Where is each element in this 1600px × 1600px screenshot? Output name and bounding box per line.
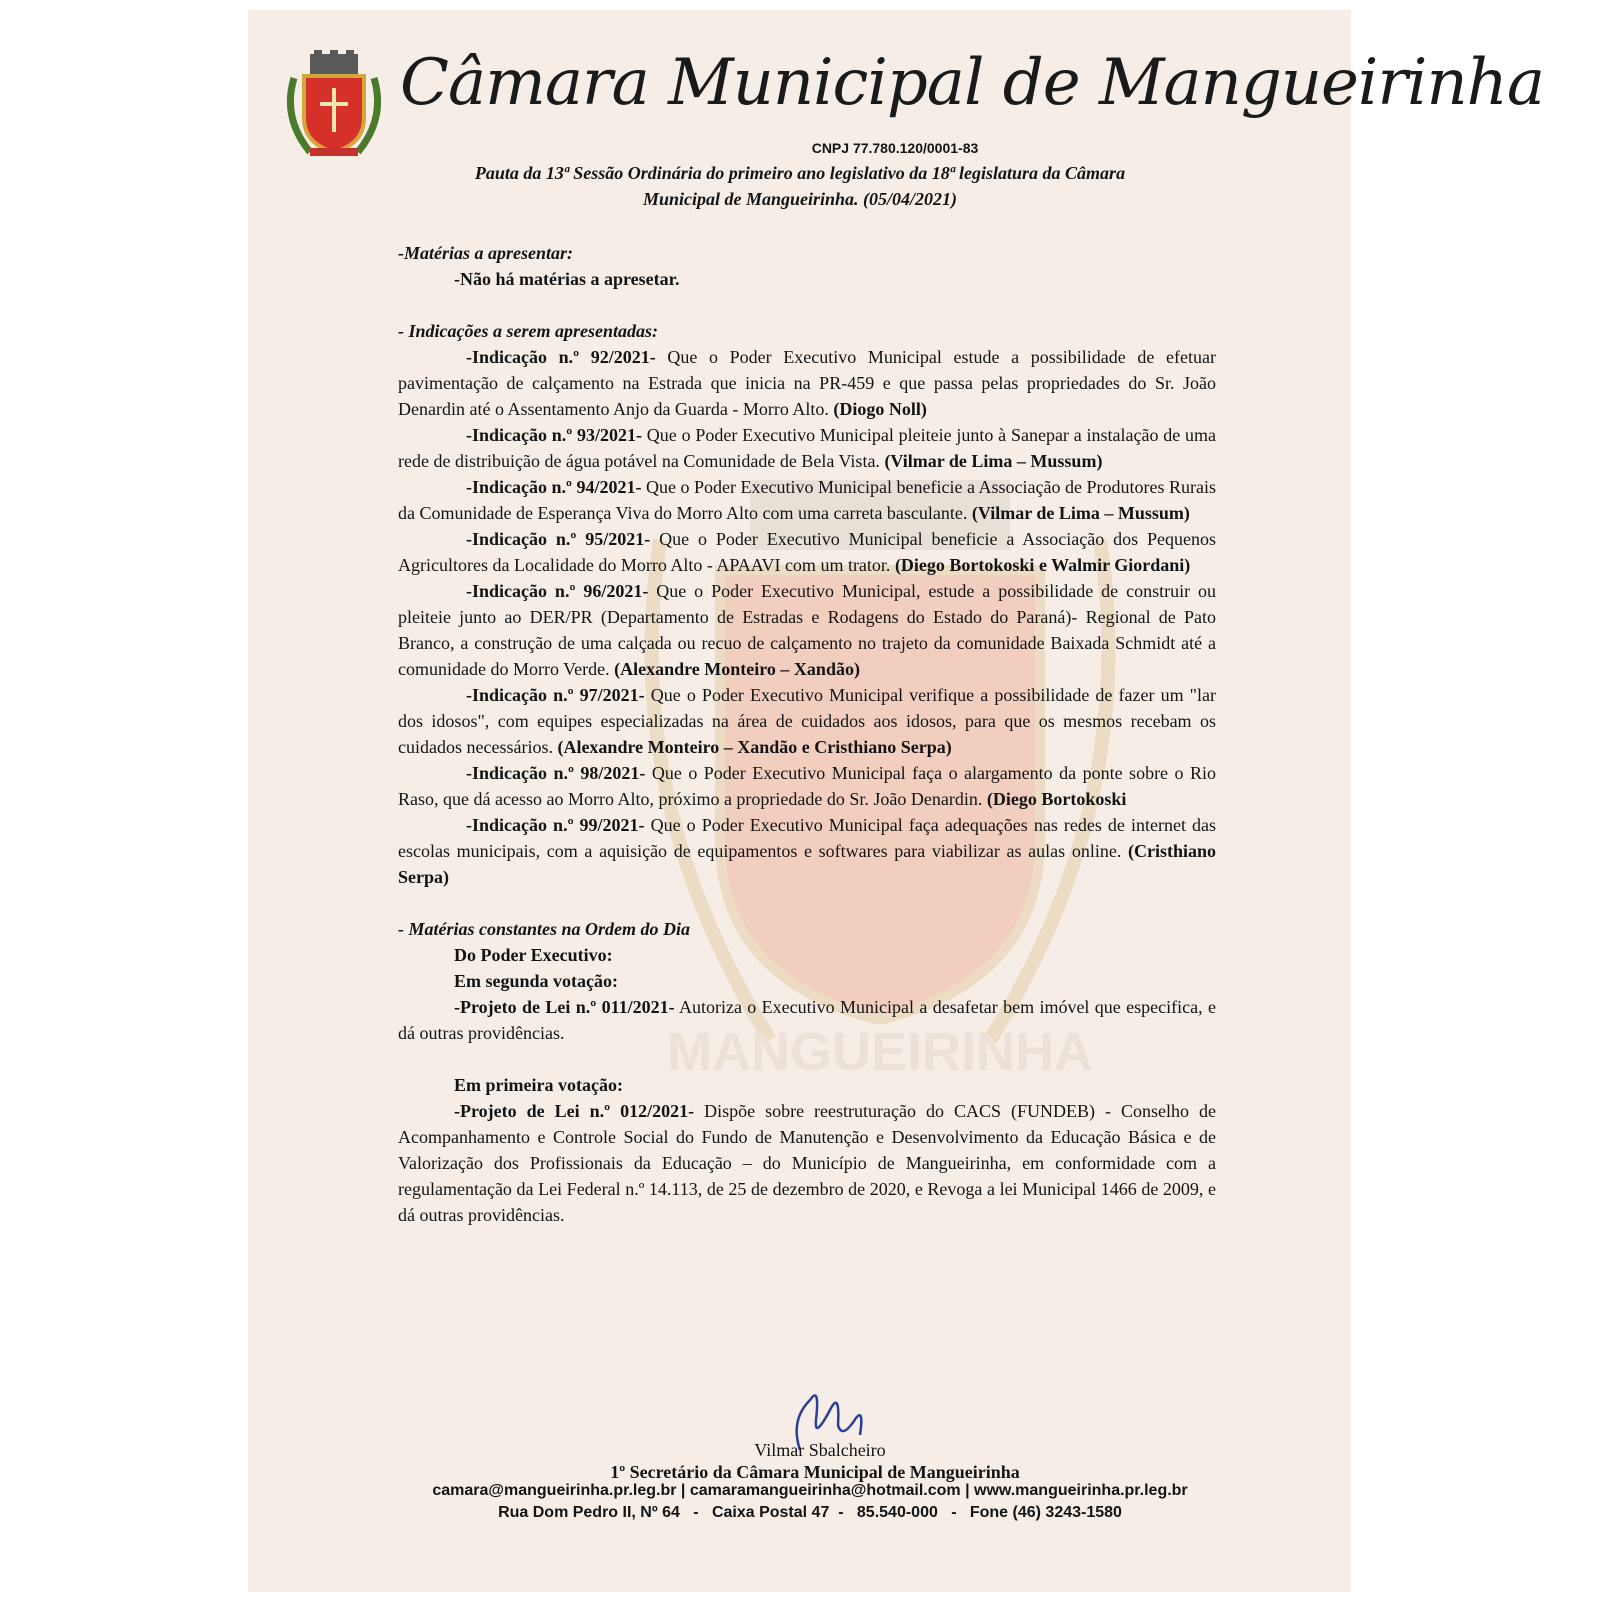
first-vote-heading: Em primeira votação:: [454, 1075, 623, 1095]
indicacao-text: Que o Poder Executivo Municipal pleiteie junto à Sanepar a instalação de uma rede de distribuição de água potável na Comunidade de Bela Vista.: [398, 425, 1216, 471]
ordem-origin: Do Poder Executivo:: [454, 945, 613, 965]
indicacao-item: [398, 422, 1216, 474]
section-heading-materias: -Matérias a apresentar:: [398, 243, 573, 263]
indicacao-text: Que o Poder Executivo Municipal beneficie a Associação de Produtores Rurais da Comunidade de Esperança Viva do Morro Alto com uma carreta basculante.: [398, 477, 1216, 523]
projeto-lei-011-label: -Projeto de Lei n.º 011/2021-: [454, 997, 675, 1017]
indicacao-item: [398, 578, 1216, 682]
indicacao-author: (Vilmar de Lima – Mussum): [884, 451, 1103, 471]
watermark-text: MANGUEIRINHA: [667, 1022, 1093, 1082]
indicacao-label: -Indicação n.º 96/2021-: [466, 581, 649, 601]
projeto-lei-012: [398, 1098, 1216, 1228]
projeto-lei-012-text: Dispõe sobre reestruturação do CACS (FUNDEB) - Conselho de Acompanhamento e Controle Social do Fundo de Manutenção e Desenvolvimento da Educação Básica e de Valorização dos Profissionais da Educação – do Município de Mangueirinha, em conformidade com a regulamentação da Lei Federal n.º 14.113, de 25 de dezembro de 2020, e Revoga a lei Municipal 1466 de 2009, e dá outras providências.: [398, 1101, 1216, 1225]
indicacao-author: (Diego Bortokoski e Walmir Giordani): [894, 555, 1191, 575]
indicacao-label: -Indicação n.º 93/2021-: [466, 425, 643, 445]
indicacao-item: [398, 526, 1216, 578]
projeto-lei-011-text: Autoriza o Executivo Municipal a desafetar bem imóvel que especifica, e dá outras providências.: [398, 997, 1216, 1043]
indicacao-text: Que o Poder Executivo Municipal verifique a possibilidade de fazer um "lar dos idosos", com equipes especializadas na área de cuidados aos idosos, para que os mesmos recebam os cuidados necessários.: [398, 685, 1216, 757]
section-heading-indicacoes: - Indicações a serem apresentadas:: [398, 321, 658, 341]
page-title: Câmara Municipal de Mangueirinha: [400, 46, 1545, 120]
section-heading-ordem-do-dia: - Matérias constantes na Ordem do Dia: [398, 919, 691, 939]
indicacao-item: [398, 682, 1216, 760]
second-vote-heading: Em segunda votação:: [454, 971, 619, 991]
indicacoes-list: [398, 344, 1216, 890]
footer-address: Rua Dom Pedro II, Nº 64 - Caixa Postal 47 - 85.540-000 - Fone (46) 3243-1580: [498, 1504, 1122, 1521]
indicacao-author: (Alexandre Monteiro – Xandão): [614, 659, 860, 679]
indicacao-label: -Indicação n.º 95/2021-: [466, 529, 651, 549]
indicacao-item: [398, 760, 1216, 812]
projeto-lei-012-label: -Projeto de Lei n.º 012/2021-: [454, 1101, 695, 1121]
session-title-line-1: Pauta da 13ª Sessão Ordinária do primeiro ano legislativo da 18ª legislatura da Câmara: [474, 163, 1126, 183]
indicacao-item: [398, 344, 1216, 422]
indicacao-label: -Indicação n.º 99/2021-: [466, 815, 645, 835]
indicacao-label: -Indicação n.º 92/2021-: [466, 347, 656, 367]
indicacao-author: (Diogo Noll): [833, 399, 927, 419]
agenda-body: [398, 240, 1216, 1228]
footer-contacts: camara@mangueirinha.pr.leg.br | camaramangueirinha@hotmail.com | www.mangueirinha.pr.leg.br: [432, 1482, 1188, 1499]
indicacao-label: -Indicação n.º 98/2021-: [466, 763, 646, 783]
indicacao-item: [398, 812, 1216, 890]
indicacao-text: Que o Poder Executivo Municipal beneficie a Associação dos Pequenos Agricultores da Localidade do Morro Alto - APAAVI com um trator.: [398, 529, 1216, 575]
signer-role: 1º Secretário da Câmara Municipal de Mangueirinha: [610, 1462, 1020, 1482]
indicacao-author: (Cristhiano Serpa): [398, 841, 1216, 887]
indicacao-text: Que o Poder Executivo Municipal faça o alargamento da ponte sobre o Rio Raso, que dá acesso ao Morro Alto, próximo a propriedade do Sr. João Denardin.: [398, 763, 1216, 809]
session-title: [420, 160, 1180, 212]
indicacao-text: Que o Poder Executivo Municipal estude a possibilidade de efetuar pavimentação de calçamento na Estrada que inicia na PR-459 e que passa pelas propriedades do Sr. João Denardin até o Assentamento Anjo da Guarda - Morro Alto.: [398, 347, 1216, 419]
materias-item: -Não há matérias a apresetar.: [454, 269, 680, 289]
indicacao-author: (Diego Bortokoski: [986, 789, 1127, 809]
indicacao-text: Que o Poder Executivo Municipal faça adequações nas redes de internet das escolas municipais, com a aquisição de equipamentos e softwares para viabilizar as aulas online.: [398, 815, 1216, 861]
indicacao-author: (Alexandre Monteiro – Xandão e Cristhiano Serpa): [557, 737, 952, 757]
indicacao-label: -Indicação n.º 97/2021-: [466, 685, 645, 705]
indicacao-item: [398, 474, 1216, 526]
signer-name: Vilmar Sbalcheiro: [754, 1440, 886, 1460]
cnpj: CNPJ 77.780.120/0001-83: [811, 140, 979, 156]
indicacao-label: -Indicação n.º 94/2021-: [466, 477, 642, 497]
indicacao-text: Que o Poder Executivo Municipal, estude a possibilidade de construir ou pleiteie junto ao DER/PR (Departamento de Estradas e Rodagens do Estado do Paraná)- Regional de Pato Branco, a construção de uma calçada ou recuo de calçamento no trajeto da comunidade Baixada Schmidt até a comunidade do Morro Verde.: [398, 581, 1216, 679]
indicacao-author: (Vilmar de Lima – Mussum): [971, 503, 1190, 523]
session-title-line-2: Municipal de Mangueirinha. (05/04/2021): [642, 189, 958, 209]
projeto-lei-011: [398, 994, 1216, 1046]
